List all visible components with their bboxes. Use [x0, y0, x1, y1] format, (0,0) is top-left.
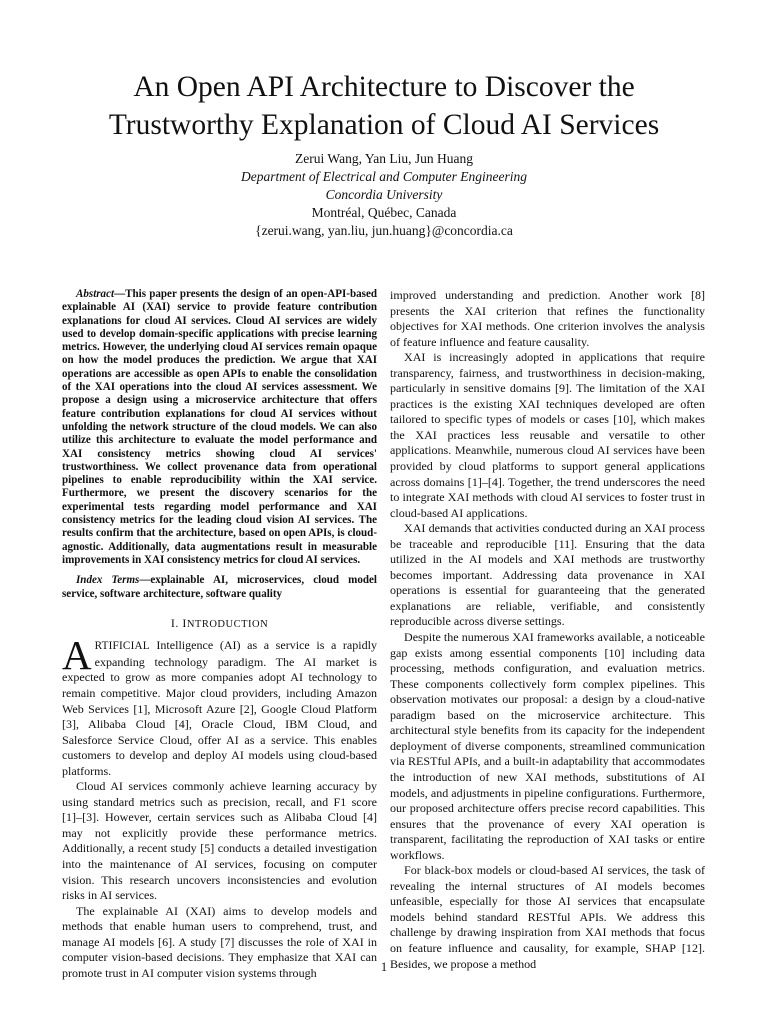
paper-title	[60, 68, 708, 144]
right-paragraph-2: XAI is increasingly adopted in applications that require transparency, fairness, and trustworthiness in decision-making, particularly in sensitive domains [9]. The limitation of the XAI practices is the existing XAI techniques developed are often tailored to specific types of models or cases [10], which makes the XAI practices less reusable and versatile to other applications. Meanwhile, numerous cloud AI services have been provided by cloud platforms to support general applications across domains [1]–[4]. Together, the trend underscores the need to integrate XAI methods with cloud AI services to foster trust in cloud-based AI applications.	[390, 350, 705, 520]
right-paragraph-4: Despite the numerous XAI frameworks available, a noticeable gap exists among essential components [10] including data processing, methods configuration, and evaluation metrics. These components collectively form complex pipelines. This observation motivates our proposal: a design by a cloud-native paradigm based on the microservice architecture. This architectural style benefits from its capacity for the independent deployment of diverse components, streamlined communication via RESTful APIs, and a built-in adaptability that accommodates the introduction of new XAI methods, substitutions of AI models, and adjustments in pipeline configurations. Furthermore, our proposed architecture offers precise record capabilities. This ensures that the provenance of every XAI operation is transparent, facilitating the reproduction of XAI tasks or entire workflows.	[390, 630, 705, 862]
intro-paragraph-3: The explainable AI (XAI) aims to develop models and methods that enable human users to comprehend, trust, and manage AI models [6]. A study [7] discusses the role of XAI in computer vision-based decisions. They emphasize that XAI can promote trust in AI computer vision systems through	[62, 903, 377, 980]
intro-paragraph-1	[62, 632, 377, 779]
title-line-2: Trustworthy Explanation of Cloud AI Services	[108, 109, 660, 141]
index-terms-text: —explainable AI, microservices, cloud model service, software architecture, software quality	[62, 574, 377, 600]
author-university: Concordia University	[325, 187, 443, 202]
author-email: {zerui.wang, yan.liu, jun.huang}@concordia.ca	[255, 223, 513, 238]
right-paragraph-1: improved understanding and prediction. Another work [8] presents the XAI criterion that refines the functionality objectives for XAI methods. One criterion involves the analysis of feature influence and feature causality.	[390, 288, 705, 349]
right-paragraph-5: For black-box models or cloud-based AI services, the task of revealing the internal structures of AI models becomes unfeasible, especially for those AI services that encapsulate models behind standard RESTful APIs. We address this challenge by drawing inspiration from XAI methods that focus on feature influence and causality, for example, SHAP [12]. Besides, we propose a method	[390, 863, 705, 971]
author-names: Zerui Wang, Yan Liu, Jun Huang	[295, 151, 473, 166]
abstract-text: —This paper presents the design of an open-API-based explainable AI (XAI) service to provide feature contribution explanations for cloud AI services. Cloud AI services are widely used to develop domain-specific applications with precise learning metrics. However, the underlying cloud AI services remain opaque on how the model produces the prediction. We argue that XAI operations are accessible as open APIs to enable the consolidation of the XAI operations into the cloud AI services assessment. We propose a design using a microservice architecture that offers feature contribution explanations for cloud AI services without unfolding the network structure of the cloud models. We can also utilize this architecture to evaluate the model performance and XAI consistency metrics showing cloud AI services' trustworthiness. We collect provenance data from operational pipelines to enable reproducibility within the XAI service. Furthermore, we present the discovery scenarios for the experimental tests regarding model performance and XAI consistency metrics for the leading cloud vision AI services. The results confirm that the architecture, based on open APIs, is cloud-agnostic. Additionally, data augmentations result in measurable improvements in XAI consistency metrics for cloud AI services.	[62, 288, 377, 566]
section-heading-initial: I	[182, 615, 187, 630]
section-numeral: I.	[170, 615, 183, 630]
author-location: Montréal, Québec, Canada	[311, 205, 457, 220]
abstract	[62, 288, 377, 567]
section-heading-introduction	[62, 616, 377, 633]
intro-paragraph-1-text: Intelligence (AI) as a service is a rapidly expanding technology paradigm. The AI market is expected to grow as more companies adopt AI technology to remain competitive. Major cloud providers, including Amazon Web Services [1], Microsoft Azure [2], Google Cloud Platform [3], Alibaba Cloud [4], Oracle Cloud, IBM Cloud, and Salesforce Service Cloud, offer AI as a service. This enables customers to develop and deploy AI models using cloud-based platforms.	[62, 638, 377, 778]
index-terms-label: Index Terms	[76, 574, 140, 587]
author-department: Department of Electrical and Computer Engineering	[240, 169, 528, 184]
index-terms	[62, 574, 377, 601]
abstract-label: Abstract	[76, 288, 115, 300]
intro-paragraph-2: Cloud AI services commonly achieve learning accuracy by using standard metrics such as precision, recall, and F1 score [1]–[3]. However, certain services such as Alibaba Cloud [4] may not explicitly provide these performance metrics. Additionally, a recent study [5] conducts a detailed investigation into the maintenance of AI services, focusing on computer vision. This research uncovers inconsistencies and evolution risks in AI services.	[62, 779, 377, 903]
title-line-1: An Open API Architecture to Discover the	[133, 71, 635, 103]
page-number: 1	[380, 960, 388, 974]
right-column	[390, 288, 705, 972]
section-heading-rest: NTRODUCTION	[186, 618, 269, 630]
author-block	[0, 150, 768, 240]
right-paragraph-3: XAI demands that activities conducted during an XAI process be traceable and reproducible [11]. Ensuring that the data utilized in the AI models and XAI methods are trustworthy becomes important. Addressing data provenance in XAI operations is essential for guaranteeing that the generated explanations are reliable, verifiable, and consistently reproducible across diverse settings.	[390, 521, 705, 629]
drop-cap: A	[62, 632, 92, 679]
drop-cap-rest: RTIFICIAL	[94, 640, 150, 653]
left-column	[62, 288, 377, 981]
